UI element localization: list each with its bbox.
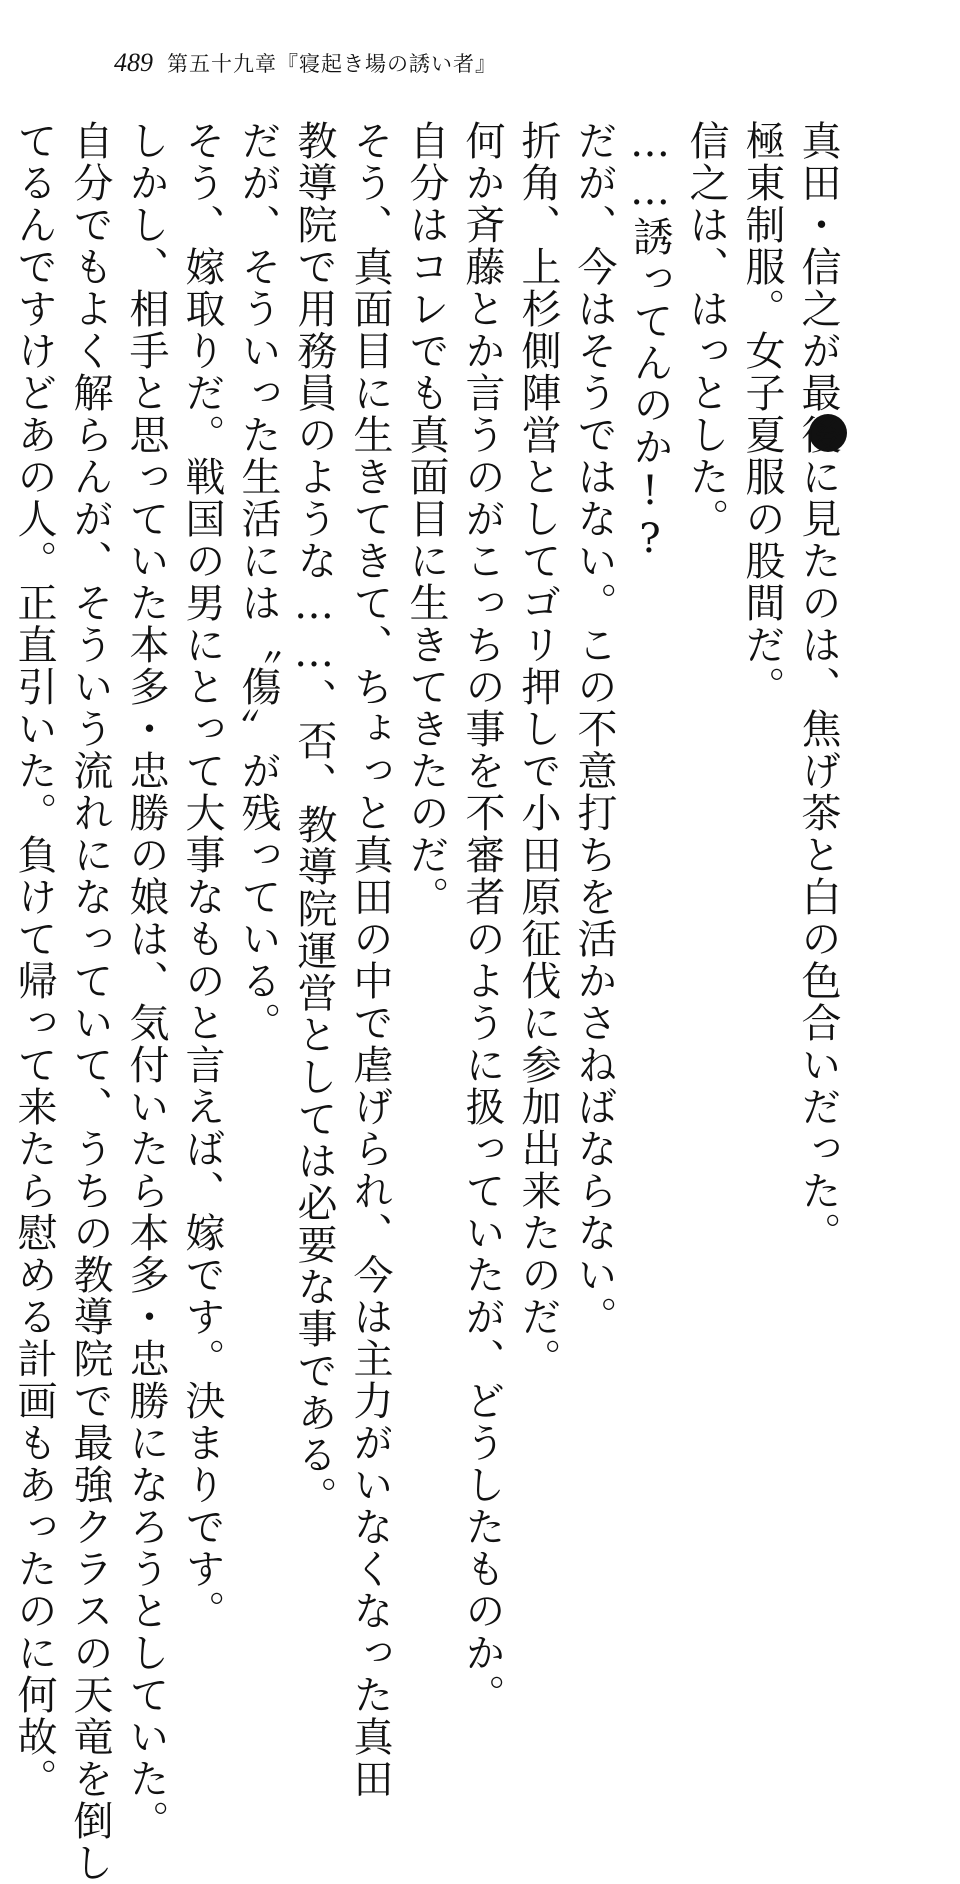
text-line-3: 信之は、はっとした。	[683, 120, 729, 540]
text-line-6: 折角、上杉側陣営としてゴリ押しで小田原征伐に参加出来たのだ。	[515, 120, 561, 1380]
text-line-10: 教導院で用務員のような……、否、教導院運営としては必要な事である。	[291, 120, 337, 1518]
page-number: 489	[114, 48, 153, 77]
text-line-7: 何か斉藤とか言うのがこっちの事を不審者のように扱っていたが、どうしたものか。	[459, 120, 505, 1716]
chapter-title: 第五十九章『寝起き場の誘い者』	[167, 52, 497, 76]
text-line-5: だが、今はそうではない。この不意打ちを活かさねばならない。	[571, 120, 617, 1338]
text-line-1: 真田・信之が最後に見たのは、焦げ茶と白の色合いだった。	[795, 120, 841, 1254]
text-line-12: そう、嫁取りだ。戦国の男にとって大事なものと言えば、嫁です。決まりです。	[179, 120, 225, 1632]
running-header	[114, 48, 497, 88]
text-line-15: てるんですけどあの人。正直引いた。負けて帰って来たら慰める計画もあったのに何故。	[11, 120, 57, 1800]
text-line-13: しかし、相手と思っていた本多・忠勝の娘は、気付いたら本多・忠勝になろうとしていた。	[123, 120, 169, 1842]
text-line-4: ……誘ってんのか!?	[627, 120, 673, 564]
text-line-8: 自分はコレでも真面目に生きてきたのだ。	[403, 120, 449, 918]
text-line-2: 極東制服。女子夏服の股間だ。	[739, 120, 785, 708]
text-line-11: だが、そういった生活には〝傷〟が残っている。	[235, 120, 281, 1044]
text-line-9: そう、真面目に生きてきて、ちょっと真田の中で虐げられ、今は主力がいなくなった真田	[347, 120, 393, 1800]
body-text	[11, 120, 846, 1884]
text-line-14: 自分でもよく解らんが、そういう流れになっていて、うちの教導院で最強クラスの天竜を倒し	[67, 120, 113, 1884]
